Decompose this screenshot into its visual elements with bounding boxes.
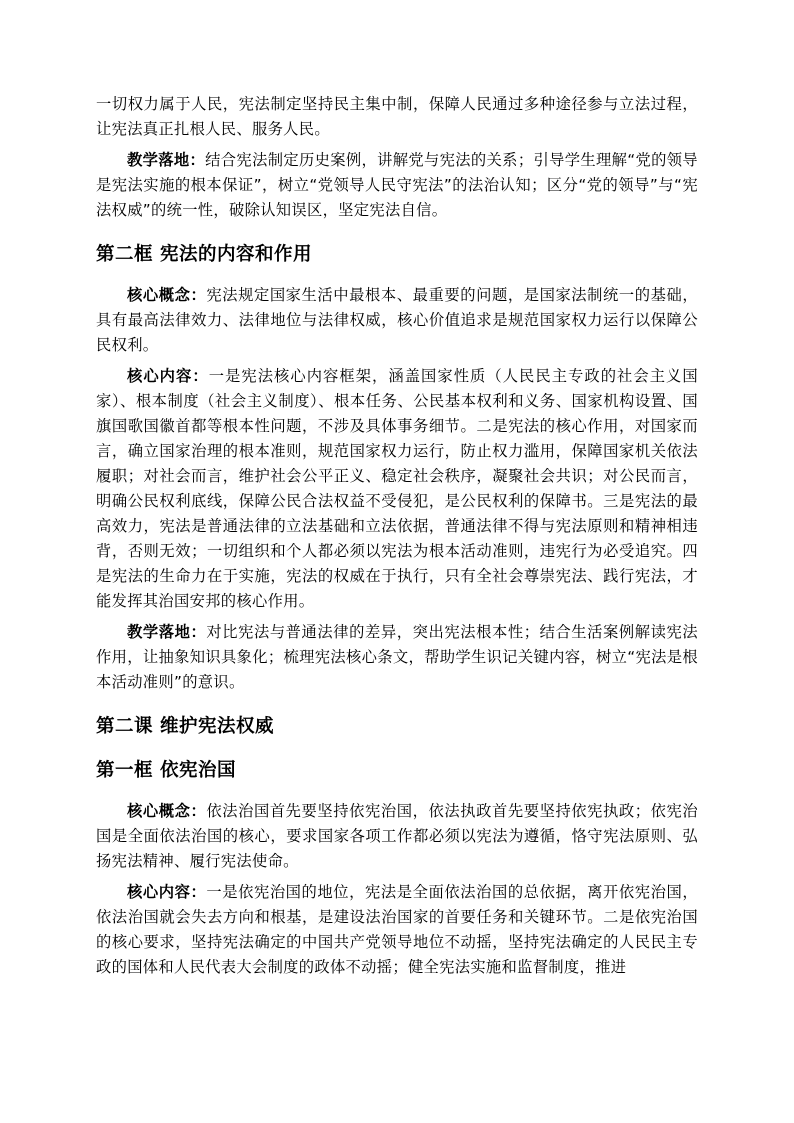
paragraph-7-lead: 核心内容：: [127, 883, 207, 901]
section-heading-1: 第二框 宪法的内容和作用: [96, 244, 312, 265]
paragraph-5-lead: 教学落地：: [127, 623, 207, 641]
section-heading-3: 第一框 依宪治国: [96, 760, 236, 781]
paragraph-4-text: 一是宪法核心内容框架，涵盖国家性质（人民民主专政的社会主义国家）、根本制度（社会主义制度）、根本任务、公民基本权利和义务、国家机构设置、国旗国歌国徽首都等根本性问题，不涉及具体事务细节。二是宪法的核心作用，对国家而言，确立国家治理的根本准则，规范国家权力运行，防止权力滥用，保障国家机关依法履职；对社会而言，维护社会公平正义、稳定社会秩序，凝聚社会共识；对公民而言，明确公民权利底线，保障公民合法权益不受侵犯，是公民权利的保障书。三是宪法的最高效力，宪法是普通法律的立法基础和立法依据，普通法律不得与宪法原则和精神相违背，否则无效；一切组织和个人都必须以宪法为根本活动准则，违宪行为必受追究。四是宪法的生命力在于实施，宪法的权威在于执行，只有全社会尊崇宪法、践行宪法，才能发挥其治国安邦的核心作用。: [96, 367, 698, 610]
paragraph-2: [96, 148, 698, 223]
section-heading-2: 第二课 维护宪法权威: [96, 716, 274, 737]
paragraph-4-lead: 核心内容：: [127, 367, 209, 385]
paragraph-6: [96, 799, 698, 874]
paragraph-2-lead: 教学落地：: [127, 151, 206, 169]
paragraph-1-text: 一切权力属于人民，宪法制定坚持民主集中制，保障人民通过多种途径参与立法过程，让宪法真正扎根人民、服务人民。: [96, 95, 698, 138]
paragraph-7: [96, 880, 698, 980]
paragraph-5-text: 对比宪法与普通法律的差异，突出宪法根本性；结合生活案例解读宪法作用，让抽象知识具象化；梳理宪法核心条文，帮助学生识记关键内容，树立“宪法是根本活动准则”的意识。: [96, 623, 698, 691]
paragraph-3-lead: 核心概念：: [127, 286, 207, 304]
paragraph-6-lead: 核心概念：: [127, 802, 207, 820]
paragraph-6-text: 依法治国首先要坚持依宪治国，依法执政首先要坚持依宪执政；依宪治国是全面依法治国的核心，要求国家各项工作都必须以宪法为遵循，恪守宪法原则、弘扬宪法精神、履行宪法使命。: [96, 802, 698, 870]
paragraph-2-text: 结合宪法制定历史案例，讲解党与宪法的关系；引导学生理解“党的领导是宪法实施的根本保证”，树立“党领导人民守宪法”的法治认知；区分“党的领导”与“宪法权威”的统一性，破除认知误区，坚定宪法自信。: [96, 151, 698, 219]
paragraph-7-text: 一是依宪治国的地位，宪法是全面依法治国的总依据，离开依宪治国，依法治国就会失去方向和根基，是建设法治国家的首要任务和关键环节。二是依宪治国的核心要求，坚持宪法确定的中国共产党领导地位不动摇，坚持宪法确定的人民民主专政的国体和人民代表大会制度的政体不动摇；健全宪法实施和监督制度，推进: [96, 883, 698, 976]
paragraph-4: [96, 364, 698, 614]
paragraph-1: [96, 92, 698, 142]
paragraph-3: [96, 283, 698, 358]
paragraph-5: [96, 620, 698, 695]
paragraph-3-text: 宪法规定国家生活中最根本、最重要的问题，是国家法制统一的基础，具有最高法律效力、法律地位与法律权威，核心价值追求是规范国家权力运行以保障公民权利。: [96, 286, 698, 354]
document-page: [96, 92, 698, 986]
